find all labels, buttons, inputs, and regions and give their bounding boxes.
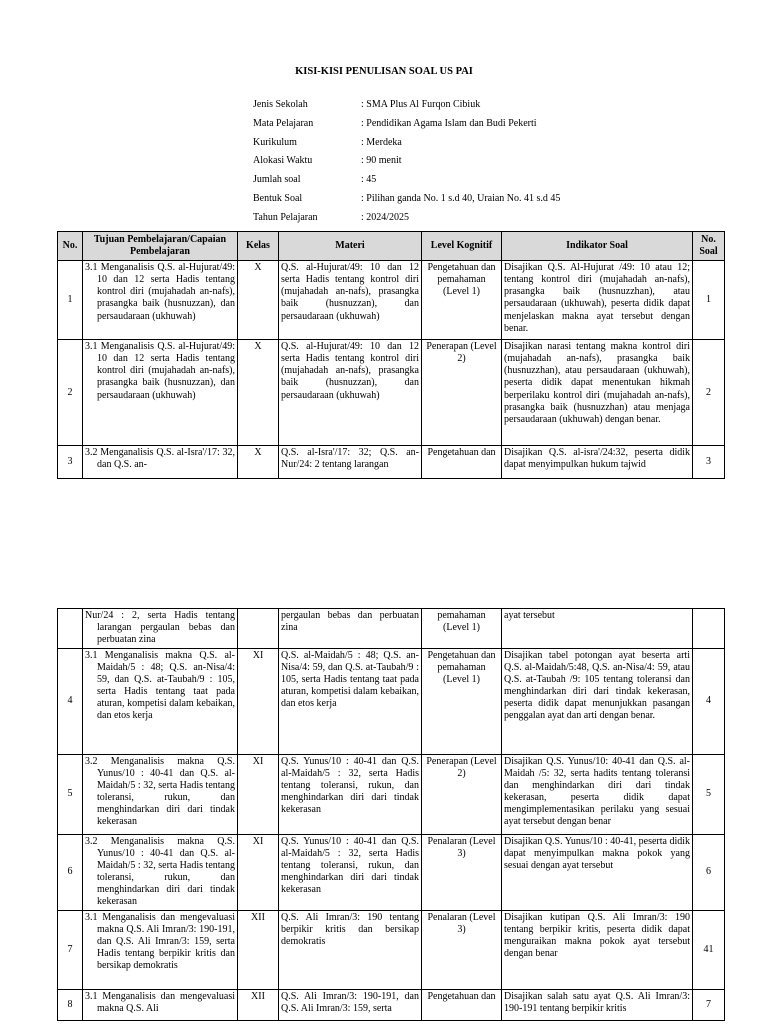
meta-value: : 2024/2025 [361, 211, 410, 223]
cell-materi: Q.S. Ali Imran/3: 190 tentang berpikir kritis dan bersikap demokratis [279, 910, 422, 989]
cell-materi: Q.S. al-Hujurat/49: 10 dan 12 serta Hadis tentang kontrol diri (mujahadah an-nafs), prasangka baik (husnuzzan), dan persaudaraan (ukhuwah) [279, 261, 422, 340]
cell-materi: Q.S. Yunus/10 : 40-41 dan Q.S. al-Maidah/5 : 32, serta Hadis tentang toleransi, rukun, dan menghindarkan diri dari tindak kekerasan [279, 835, 422, 911]
kisi-kisi-table-page2 [57, 608, 725, 1021]
meta-row [253, 211, 560, 230]
header-kelas: Kelas [238, 232, 279, 261]
cell-no [58, 609, 83, 649]
kisi-kisi-table-page1 [57, 231, 725, 479]
cell-level: Pengetahuan dan [422, 446, 502, 479]
cell-no-soal: 3 [693, 446, 725, 479]
cell-no-soal: 41 [693, 910, 725, 989]
cell-no-soal: 5 [693, 755, 725, 835]
document-meta [253, 98, 560, 230]
header-no-soal: No. Soal [693, 232, 725, 261]
cell-indikator: Disajikan Q.S. Al-Hujurat /49: 10 atau 12; tentang kontrol diri (mujahadah an-nafs), prasangka baik (husnuzzhan), atau persaudaraan (ukhuwah), peserta didik dapat menjelaskan makna ayat tersebut dengan benar. [502, 261, 693, 340]
cell-no: 1 [58, 261, 83, 340]
meta-label: Jumlah soal [253, 174, 301, 186]
cell-no: 6 [58, 835, 83, 911]
cell-no-soal: 2 [693, 340, 725, 446]
cell-level: Pengetahuan dan pemahaman (Level 1) [422, 261, 502, 340]
cell-level: pemahaman (Level 1) [422, 609, 502, 649]
cell-level: Pengetahuan dan pemahaman (Level 1) [422, 649, 502, 755]
cell-indikator: ayat tersebut [502, 609, 693, 649]
cell-no-soal: 4 [693, 649, 725, 755]
cell-tujuan: 3.1 Menganalisis Q.S. al-Hujurat/49: 10 dan 12 serta Hadis tentang kontrol diri (mujahadah an-nafs), prasangka baik (husnuzzan), dan persaudaraan (ukhuwah) [83, 261, 238, 340]
meta-label: Jenis Sekolah [253, 99, 308, 110]
meta-row [253, 173, 560, 192]
meta-value: : Merdeka [361, 136, 402, 148]
cell-tujuan: 3.2 Menganalisis makna Q.S. Yunus/10 : 40-41 dan Q.S. al-Maidah/5 : 32, serta Hadis tentang toleransi, rukun, dan menghindarkan diri dari tindak kekerasan [83, 755, 238, 835]
cell-no-soal: 1 [693, 261, 725, 340]
meta-label: Alokasi Waktu [253, 155, 313, 167]
cell-materi: Q.S. al-Maidah/5 : 48; Q.S. an-Nisa/4: 59, dan Q.S. at-Taubah/9 : 105, serta Hadis tentang taat pada aturan, kompetisi dalam kebaikan, dan etos kerja [279, 649, 422, 755]
cell-no: 4 [58, 649, 83, 755]
meta-value: : Pendidikan Agama Islam dan Budi Pekerti [361, 117, 537, 129]
cell-indikator: Disajikan Q.S. al-isra'/24:32, peserta didik dapat menyimpulkan hukum tajwid [502, 446, 693, 479]
cell-indikator: Disajikan tabel potongan ayat beserta arti Q.S. al-Maidah/5:48, Q.S. an-Nisa/4: 59, atau Q.S. at-Taubah /9: 105 tentang toleransi dan menghindarkan diri dari tindak kekerasan, peserta didik dapat menunjukkan pasangan penggalan ayat dan arti dengan benar. [502, 649, 693, 755]
table-header-row [58, 232, 725, 261]
cell-kelas: XII [238, 989, 279, 1020]
cell-indikator: Disajikan narasi tentang makna kontrol diri (mujahadah an-nafs), prasangka baik (husnuzzhan), atau persaudaraan (ukhuwah), peserta didik dapat menentukan hikmah berperilaku kontrol diri (mujahadah an-nafs), prasangka baik (husnuzzhan) atau menjaga persaudaraan (ukhuwah) dengan benar. [502, 340, 693, 446]
cell-indikator: Disajikan salah satu ayat Q.S. Ali Imran/3: 190-191 tentang berpikir kritis [502, 989, 693, 1020]
cell-kelas: XI [238, 835, 279, 911]
document-title: KISI-KISI PENULISAN SOAL US PAI [295, 66, 473, 77]
table-row [58, 261, 725, 340]
cell-no: 7 [58, 910, 83, 989]
cell-indikator: Disajikan kutipan Q.S. Ali Imran/3: 190 tentang berpikir kritis, peserta didik dapat menguraikan makna pokok ayat tersebut dengan benar [502, 910, 693, 989]
cell-tujuan: 3.1 Menganalisis makna Q.S. al-Maidah/5 : 48; Q.S. an-Nisa/4: 59, dan Q.S. at-Taubah/9 : 105, serta Hadis tentang taat pada aturan, kompetisi dalam kebaikan, dan etos kerja [83, 649, 238, 755]
cell-materi: Q.S. al-Hujurat/49: 10 dan 12 serta Hadis tentang kontrol diri (mujahadah an-nafs), prasangka baik (husnuzzan), dan persaudaraan (ukhuwah) [279, 340, 422, 446]
header-no: No. [58, 232, 83, 261]
cell-indikator: Disajikan Q.S. Yunus/10: 40-41 dan Q.S. al-Maidah /5: 32, serta hadits tentang toleransi dan menghindarkan diri dari tindak kekerasan, peserta didik dapat mengimplementasikan perilaku yang sesuai ayat tersebut dengan benar [502, 755, 693, 835]
table-row [58, 989, 725, 1020]
cell-no-soal: 6 [693, 835, 725, 911]
meta-label: Mata Pelajaran [253, 117, 314, 129]
meta-row [253, 192, 560, 211]
cell-level: Penerapan (Level 2) [422, 340, 502, 446]
cell-no: 3 [58, 446, 83, 479]
header-tujuan: Tujuan Pembelajaran/Capaian Pembelajaran [83, 232, 238, 261]
table-row [58, 910, 725, 989]
cell-kelas: XI [238, 649, 279, 755]
cell-tujuan: Nur/24 : 2, serta Hadis tentang larangan pergaulan bebas dan perbuatan zina [83, 609, 238, 649]
table-row [58, 649, 725, 755]
meta-row [253, 136, 560, 155]
table-row [58, 609, 725, 649]
cell-materi: Q.S. al-Isra'/17: 32; Q.S. an-Nur/24: 2 tentang larangan [279, 446, 422, 479]
cell-materi: Q.S. Yunus/10 : 40-41 dan Q.S. al-Maidah/5 : 32, serta Hadis tentang toleransi, rukun, dan menghindarkan diri dari tindak kekerasan [279, 755, 422, 835]
cell-tujuan: 3.1 Menganalisis dan mengevaluasi makna Q.S. Ali Imran/3: 190-191, dan Q.S. Ali Imran/3: 159, serta Hadis tentang berpikir kritis dan bersikap demokratis [83, 910, 238, 989]
cell-materi: pergaulan bebas dan perbuatan zina [279, 609, 422, 649]
meta-row [253, 154, 560, 173]
header-indikator: Indikator Soal [502, 232, 693, 261]
table-row [58, 340, 725, 446]
cell-no-soal [693, 609, 725, 649]
table-row [58, 446, 725, 479]
cell-no: 8 [58, 989, 83, 1020]
meta-label: Kurikulum [253, 136, 297, 148]
cell-kelas: XI [238, 755, 279, 835]
cell-indikator: Disajikan Q.S. Yunus/10 : 40-41, peserta didik dapat menyimpulkan makna pokok yang sesuai dengan ayat tersebut [502, 835, 693, 911]
meta-row [253, 98, 560, 117]
meta-row [253, 117, 560, 136]
cell-level: Penalaran (Level 3) [422, 835, 502, 911]
cell-tujuan: 3.1 Menganalisis Q.S. al-Hujurat/49: 10 dan 12 serta Hadis tentang kontrol diri (mujahadah an-nafs), prasangka baik (husnuzzan), dan persaudaraan (ukhuwah) [83, 340, 238, 446]
table-row [58, 835, 725, 911]
cell-tujuan: 3.2 Menganalisis Q.S. al-Isra'/17: 32, dan Q.S. an- [83, 446, 238, 479]
header-materi: Materi [279, 232, 422, 261]
header-level: Level Kognitif [422, 232, 502, 261]
cell-level: Penalaran (Level 3) [422, 910, 502, 989]
cell-kelas: XII [238, 910, 279, 989]
meta-value: : 45 [361, 174, 377, 186]
cell-tujuan: 3.1 Menganalisis dan mengevaluasi makna Q.S. Ali [83, 989, 238, 1020]
cell-kelas: X [238, 261, 279, 340]
cell-kelas [238, 609, 279, 649]
cell-level: Pengetahuan dan [422, 989, 502, 1020]
meta-value: : SMA Plus Al Furqon Cibiuk [361, 99, 481, 110]
cell-no: 2 [58, 340, 83, 446]
cell-materi: Q.S. Ali Imran/3: 190-191, dan Q.S. Ali Imran/3: 159, serta [279, 989, 422, 1020]
table-row [58, 755, 725, 835]
meta-label: Tahun Pelajaran [253, 211, 318, 223]
cell-no-soal: 7 [693, 989, 725, 1020]
cell-tujuan: 3.2 Menganalisis makna Q.S. Yunus/10 : 40-41 dan Q.S. al-Maidah/5 : 32, serta Hadis tentang toleransi, rukun, dan menghindarkan diri dari tindak kekerasan [83, 835, 238, 911]
cell-kelas: X [238, 446, 279, 479]
meta-label: Bentuk Soal [253, 192, 303, 204]
meta-value: : 90 menit [361, 155, 402, 167]
meta-value: : Pilihan ganda No. 1 s.d 40, Uraian No. 41 s.d 45 [361, 192, 561, 204]
cell-no: 5 [58, 755, 83, 835]
cell-level: Penerapan (Level 2) [422, 755, 502, 835]
cell-kelas: X [238, 340, 279, 446]
